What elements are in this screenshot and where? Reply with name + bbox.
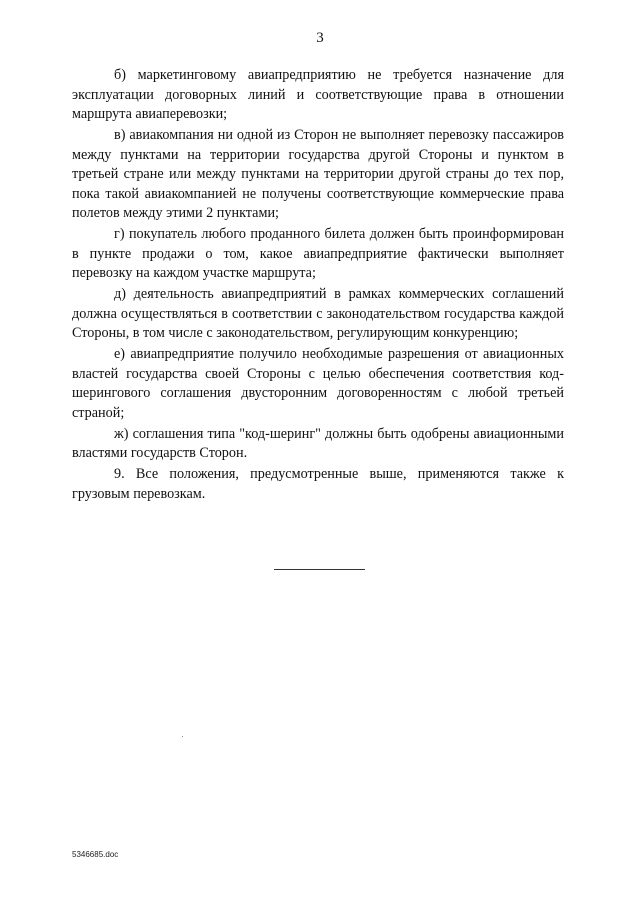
page-number: 3 — [316, 30, 324, 46]
paragraph-e: е) авиапредприятие получило необходимые разрешения от авиационных властей государства своей Стороны с целью обеспечения соответствия код-шерингового соглашения двусторонним договоренностям с любой третьей страной; — [72, 346, 564, 421]
scan-speck — [182, 736, 183, 737]
document-code: 5346685.doc — [72, 850, 119, 859]
paragraph-zh: ж) соглашения типа "код-шеринг" должны быть одобрены авиационными властями государств Сторон. — [72, 425, 564, 462]
paragraph-g: г) покупатель любого проданного билета должен быть проинформирован в пункте продажи о том, какое авиапредприятие фактически выполняет перевозку на каждом участке маршрута; — [72, 226, 564, 282]
document-body — [72, 66, 564, 505]
paragraph-b: б) маркетинговому авиапредприятию не требуется назначение для эксплуатации договорных линий и соответствующие права в отношении маршрута авиаперевозки; — [72, 67, 564, 123]
paragraph-v: в) авиакомпания ни одной из Сторон не выполняет перевозку пассажиров между пунктами на территории государства другой Стороны и пунктом в третьей стране или между пунктами на территории другой страны до тех пор, пока такой авиакомпанией не получены соответствующие коммерческие права полетов между этими 2 пунктами; — [72, 126, 564, 222]
paragraph-9: 9. Все положения, предусмотренные выше, применяются также к грузовым перевозкам. — [72, 466, 564, 502]
paragraph-d: д) деятельность авиапредприятий в рамках коммерческих соглашений должна осуществляться в соответствии с законодательством государства каждой Стороны, в том числе с законодательством, регулирующим конкуренцию; — [72, 286, 564, 342]
end-of-text-divider — [274, 569, 365, 570]
